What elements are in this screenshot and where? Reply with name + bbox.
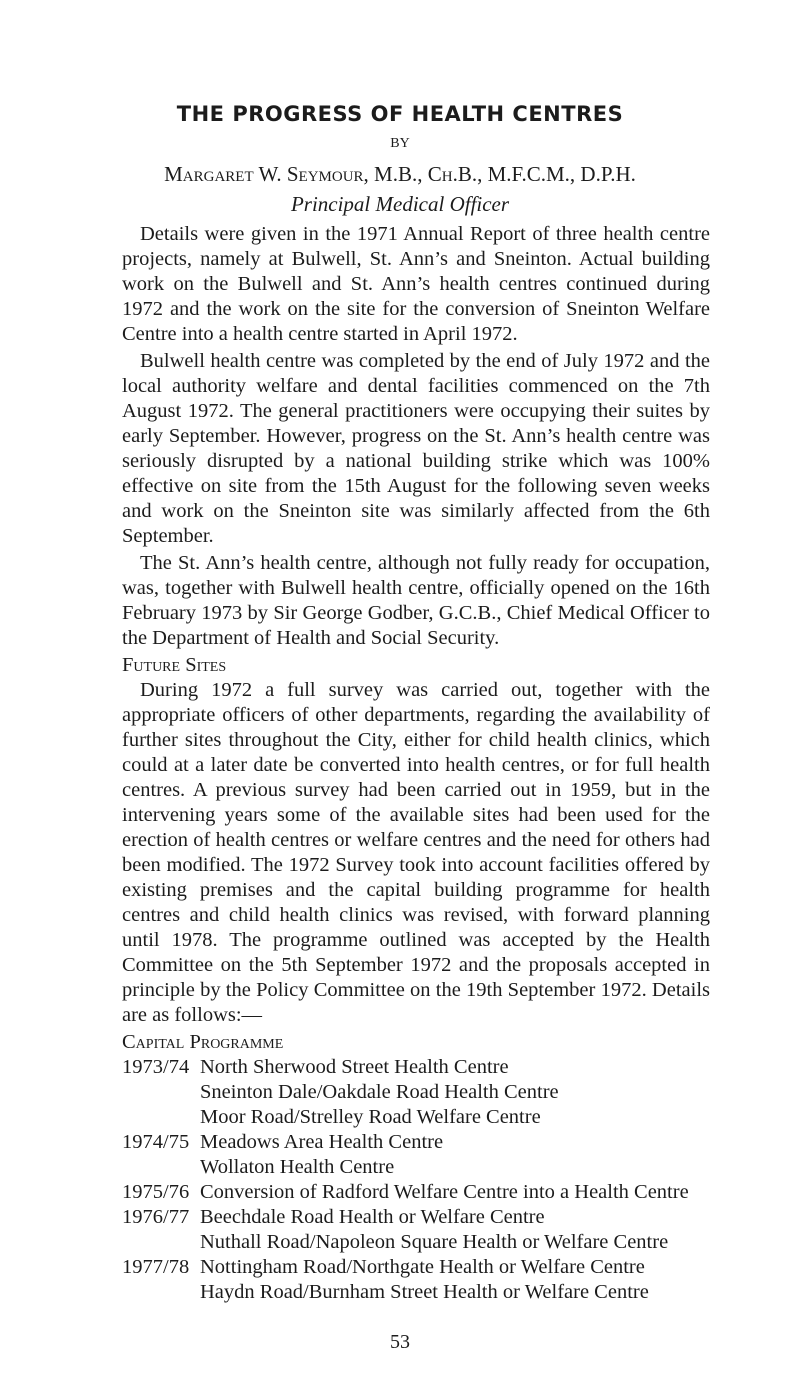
paragraph-future-sites: During 1972 a full survey was carried out, together with the appropriate officers of other departments, regarding the availability of further sites throughout the City, either for child health clinics, which could at a later date be converted into health centres, or for full health centres. A previous survey had been carried out in 1959, but in the intervening years some of the available sites had been used for the erection of health centres or welfare centres and the need for others had been modified. The 1972 Survey took into account facilities offered by existing premises and the capital building programme for health centres and child health clinics was revised, with forward planning until 1978. The programme outlined was accepted by the Health Committee on the 5th September 1972 and the proposals accepted in principle by the Policy Committee on the 19th September 1972. Details are as follows:— [122,679,710,1026]
programme-item: Meadows Area Health Centre [200,1131,444,1153]
paragraph: Bulwell health centre was completed by the end of July 1972 and the local authority welfare and dental facilities commenced on the 7th August 1972. The general practitioners were occupying their suites by early September. However, progress on the St. Ann’s health centre was seriously disrupted by a national building strike which was 100% effective on site from the 15th August for the following seven weeks and work on the Sneinton site was similarly affected from the 6th September. [122,350,710,547]
paragraph: The St. Ann’s health centre, although not fully ready for occupation, was, together with Bulwell health centre, officially opened on the 16th February 1973 by Sir George Godber, G.C.B., Chief Medical Officer to the Department of Health and Social Security. [122,552,710,649]
programme-items [200,1255,710,1305]
programme-item: Haydn Road/Burnham Street Health or Welfare Centre [200,1281,649,1303]
programme-row [122,1205,710,1255]
programme-item: Nottingham Road/Northgate Health or Welfare Centre [200,1256,645,1278]
section-heading-capital-programme: Capital Programme [122,1031,284,1053]
programme-item: Nuthall Road/Napoleon Square Health or Welfare Centre [200,1231,669,1253]
programme-item: Conversion of Radford Welfare Centre into a Health Centre [200,1181,689,1203]
article-body [122,222,710,1305]
programme-item: Sneinton Dale/Oakdale Road Health Centre [200,1081,559,1103]
programme-year: 1977/78 [122,1256,190,1278]
programme-year: 1975/76 [122,1181,190,1203]
programme-row [122,1255,710,1305]
paragraph: Details were given in the 1971 Annual Report of three health centre projects, namely at Bulwell, St. Ann’s and Sneinton. Actual building work on the Bulwell and St. Ann’s health centres continued during 1972 and the work on the site for the conversion of Sneinton Welfare Centre into a health centre started in April 1972. [122,223,710,345]
programme-items [200,1180,710,1205]
programme-row [122,1180,710,1205]
capital-programme-list [122,1055,710,1305]
programme-item: North Sherwood Street Health Centre [200,1056,509,1078]
section-heading-future-sites: Future Sites [122,654,227,676]
author-name: Margaret W. Seymour, M.B., Ch.B., M.F.C.M., D.P.H. [164,162,636,186]
programme-year: 1973/74 [122,1056,190,1078]
programme-items [200,1130,710,1180]
programme-item: Wollaton Health Centre [200,1156,395,1178]
programme-item: Beechdale Road Health or Welfare Centre [200,1206,545,1228]
programme-year: 1974/75 [122,1131,190,1153]
programme-items [200,1055,710,1130]
page-number: 53 [390,1331,410,1353]
programme-item: Moor Road/Strelley Road Welfare Centre [200,1106,541,1128]
programme-items [200,1205,710,1255]
programme-row [122,1130,710,1180]
byline-label: BY [390,136,410,151]
author-role: Principal Medical Officer [290,192,510,216]
programme-year: 1976/77 [122,1206,190,1228]
document-title: THE PROGRESS OF HEALTH CENTRES [176,102,624,126]
programme-row [122,1055,710,1130]
